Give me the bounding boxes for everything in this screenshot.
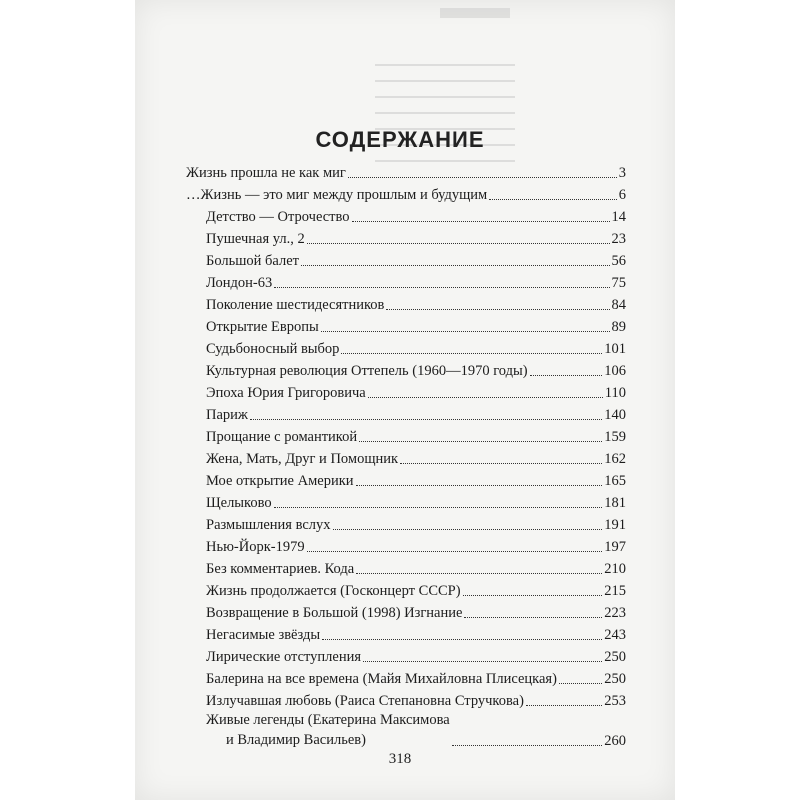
toc-entry: [186, 358, 626, 380]
toc-entry-page: 159: [604, 429, 626, 445]
dot-leader: [274, 507, 603, 508]
toc-entry: [186, 292, 626, 314]
toc-entry: [186, 336, 626, 358]
toc-entry-title: Поколение шестидесятников: [206, 297, 385, 313]
toc-entry: [186, 490, 626, 512]
toc-entry-title: Лондон-63: [206, 275, 273, 291]
toc-entry: [186, 204, 626, 226]
toc-entry: [186, 182, 626, 204]
dot-leader: [452, 745, 603, 746]
toc-entry-title: Жизнь продолжается (Госконцерт СССР): [206, 583, 461, 599]
toc-entry-title: Негасимые звёзды: [206, 627, 321, 643]
toc-entry-title: Большой балет: [206, 253, 299, 269]
toc-entry-title: Жизнь прошла не как миг: [186, 165, 346, 181]
toc-entry-page: 223: [604, 605, 626, 621]
toc-title: СОДЕРЖАНИЕ: [315, 127, 485, 152]
dot-leader: [341, 353, 602, 354]
dot-leader: [463, 595, 603, 596]
toc-entry-title: Прощание с романтикой: [206, 429, 358, 445]
toc-entry-page: 110: [604, 385, 626, 401]
dot-leader: [368, 397, 603, 398]
dot-leader: [464, 617, 602, 618]
toc-entry-page: 14: [611, 209, 626, 225]
toc-entry-title: Мое открытие Америки: [206, 473, 354, 489]
toc-entry: [186, 314, 626, 336]
dot-leader: [250, 419, 602, 420]
dot-leader: [307, 243, 610, 244]
dot-leader: [526, 705, 602, 706]
toc-entry-title: Эпоха Юрия Григоровича: [206, 385, 366, 401]
toc-entry: [186, 666, 626, 688]
toc-entry-title: Без комментариев. Кода: [206, 561, 355, 577]
toc-entry-title: Судьбоносный выбор: [206, 341, 340, 357]
toc-entry-page: 3: [618, 165, 626, 181]
toc-entry-page: 56: [611, 253, 626, 269]
toc-entry: [186, 622, 626, 644]
toc-entry-page: 250: [604, 649, 626, 665]
toc-entry: [186, 578, 626, 600]
toc-entry-title: Пушечная ул., 2: [206, 231, 305, 247]
dot-leader: [356, 573, 602, 574]
toc-entry: [186, 446, 626, 468]
dot-leader: [356, 485, 603, 486]
toc-entry-title: Возвращение в Большой (1998) Изгнание: [206, 605, 463, 621]
toc-entry-page: 210: [604, 561, 626, 577]
toc-entry-page: 140: [604, 407, 626, 423]
toc-entry-page: 243: [604, 627, 626, 643]
toc-entry: [186, 160, 626, 182]
toc-entry-page: 215: [604, 583, 626, 599]
toc-entry-title: Детство — Отрочество: [206, 209, 350, 225]
dot-leader: [352, 221, 610, 222]
toc-entry-page: 75: [611, 275, 626, 291]
toc-entry: [186, 402, 626, 424]
toc-entry-page: 6: [618, 187, 626, 203]
dot-leader: [363, 661, 602, 662]
toc-entry-page: 260: [604, 733, 626, 749]
toc-entry-page: 250: [604, 671, 626, 687]
dot-leader: [489, 199, 617, 200]
toc-entry: [186, 226, 626, 248]
dot-leader: [322, 639, 602, 640]
toc-entry-title: Балерина на все времена (Майя Михайловна Плисецкая): [206, 671, 557, 687]
dot-leader: [301, 265, 610, 266]
toc-entry: [186, 644, 626, 666]
toc-entry-title-line1: Живые легенды (Екатерина Максимова: [206, 712, 450, 728]
toc-entry: [186, 270, 626, 292]
toc-entry-page: 191: [604, 517, 626, 533]
dot-leader: [333, 529, 603, 530]
toc-entry: [186, 512, 626, 534]
toc-entry-title: Щелыково: [206, 495, 272, 511]
dot-leader: [559, 683, 602, 684]
toc-entry-page: 162: [604, 451, 626, 467]
toc-entry-page: 101: [604, 341, 626, 357]
toc-entry-title: Культурная революция Оттепель (1960—1970 годы): [206, 363, 528, 379]
toc-entry: [186, 248, 626, 270]
toc-entry: [186, 600, 626, 622]
dot-leader: [530, 375, 603, 376]
toc-entry: [186, 688, 626, 710]
toc-entry-title: Париж: [206, 407, 248, 423]
dot-leader: [359, 441, 602, 442]
toc-entry-page: 23: [611, 231, 626, 247]
toc-entry-title: [206, 710, 450, 750]
toc-entry: [186, 534, 626, 556]
toc-entry: [186, 710, 626, 750]
toc-entry-page: 106: [604, 363, 626, 379]
toc-entry-title-line2: и Владимир Васильев): [226, 732, 366, 748]
dot-leader: [386, 309, 609, 310]
toc-entry: [186, 424, 626, 446]
toc-entry-page: 181: [604, 495, 626, 511]
dot-leader: [307, 551, 603, 552]
dot-leader: [274, 287, 609, 288]
toc-entry-page: 165: [604, 473, 626, 489]
toc-entry: [186, 556, 626, 578]
toc-entry-page: 253: [604, 693, 626, 709]
toc-entry: [186, 380, 626, 402]
toc-entry-title: Размышления вслух: [206, 517, 331, 533]
toc-entry-title: Излучавшая любовь (Раиса Степановна Стручкова): [206, 693, 524, 709]
dot-leader: [348, 177, 617, 178]
toc-entry-title: Открытие Европы: [206, 319, 319, 335]
dot-leader: [400, 463, 602, 464]
toc-entry-title: Жена, Мать, Друг и Помощник: [206, 451, 399, 467]
table-of-contents: [186, 160, 626, 750]
dot-leader: [321, 331, 610, 332]
toc-entry-title: …Жизнь — это миг между прошлым и будущим: [186, 187, 488, 203]
toc-entry-page: 84: [611, 297, 626, 313]
toc-entry-page: 197: [604, 539, 626, 555]
toc-entry: [186, 468, 626, 490]
page-number: 318: [388, 751, 412, 767]
toc-entry-title: Нью-Йорк-1979: [206, 539, 305, 555]
toc-entry-title: Лирические отступления: [206, 649, 362, 665]
toc-entry-page: 89: [611, 319, 626, 335]
